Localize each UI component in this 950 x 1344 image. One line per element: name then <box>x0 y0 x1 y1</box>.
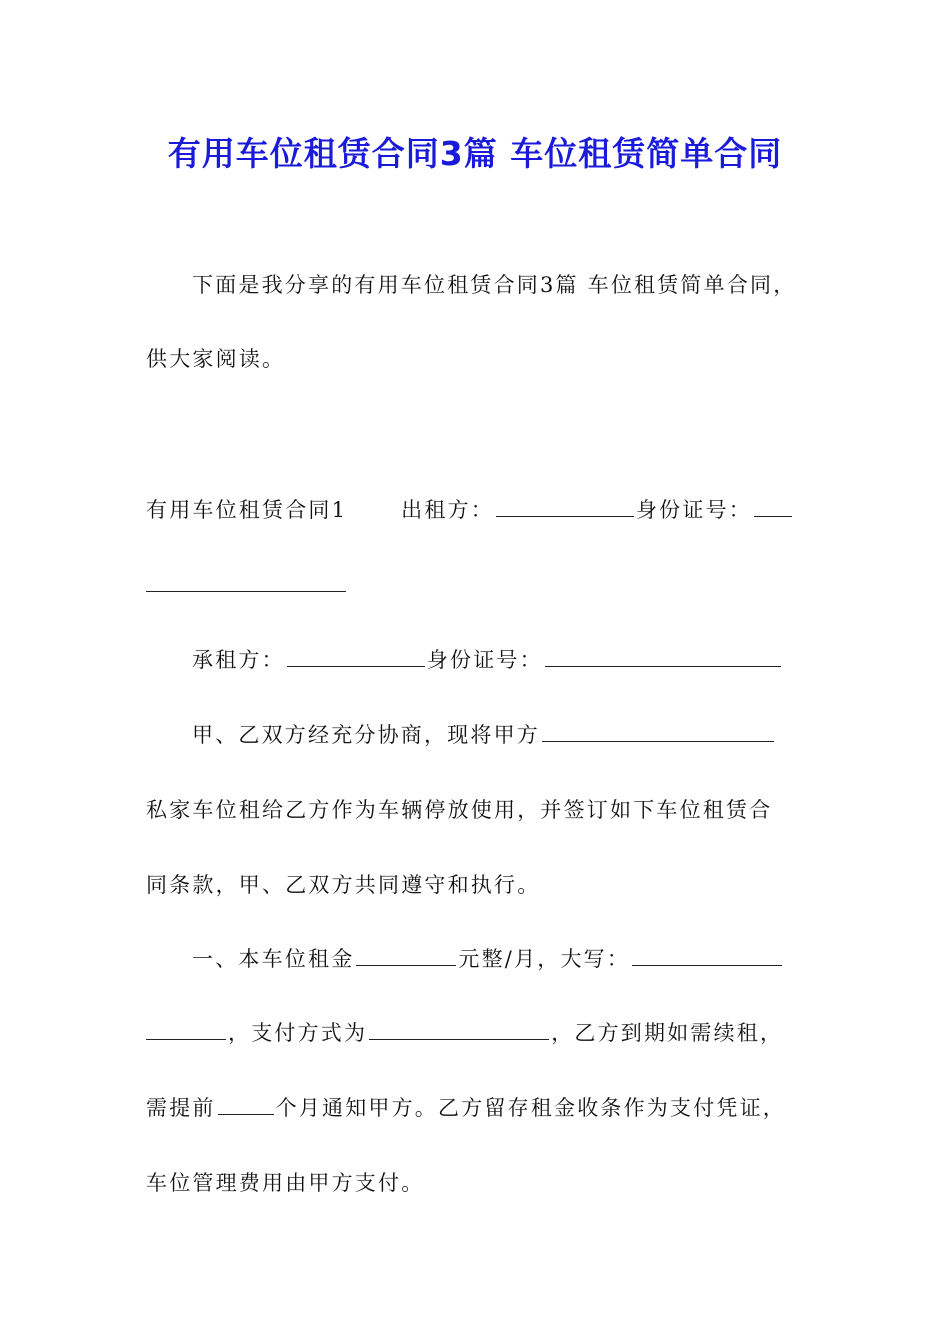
lessor-id-blank-line <box>146 570 346 600</box>
lessee-id-label: 身份证号： <box>426 648 543 672</box>
contract-heading-line <box>146 495 794 525</box>
rent-amount-blank <box>356 945 456 966</box>
parking-location-blank <box>542 721 774 742</box>
rent-uppercase-blank-cont <box>146 1019 226 1040</box>
contract-heading: 有用车位租赁合同1 <box>146 498 348 522</box>
clause1-rent-label: 一、本车位租金 <box>192 947 355 971</box>
lessor-blank <box>496 496 634 517</box>
clause1-line-1 <box>192 944 784 974</box>
para1-line-2: 私家车位租给乙方作为车辆停放使用，并签订如下车位租赁合 <box>146 798 773 822</box>
lessee-blank <box>287 646 425 667</box>
notice-months-blank <box>218 1094 274 1115</box>
intro-line-2: 供大家阅读。 <box>146 347 286 371</box>
intro-line-1: 下面是我分享的有用车位租赁合同3篇 车位租赁简单合同， <box>192 273 797 297</box>
lessor-id-blank-cont <box>146 571 346 592</box>
lessee-id-blank <box>545 646 781 667</box>
rent-uppercase-blank <box>632 945 782 966</box>
clause1-line-4: 车位管理费用由甲方支付。 <box>146 1171 425 1195</box>
clause1-line-2 <box>146 1018 783 1048</box>
para1-line-1 <box>192 720 776 750</box>
lessee-line <box>192 645 783 675</box>
lessor-id-blank <box>754 496 792 517</box>
para1-start: 甲、乙双方经充分协商，现将甲方 <box>192 723 540 747</box>
payment-method-label: ，支付方式为 <box>228 1021 368 1045</box>
notice-text: 个月通知甲方。乙方留存租金收条作为支付凭证， <box>275 1096 787 1120</box>
renewal-text: ，乙方到期如需续租， <box>551 1021 784 1045</box>
payment-method-blank <box>369 1019 549 1040</box>
lessor-id-label: 身份证号： <box>635 498 752 522</box>
document-title: 有用车位租赁合同3篇 车位租赁简单合同 <box>167 134 783 173</box>
clause1-line-3 <box>146 1093 786 1123</box>
lessor-label: 出租方： <box>401 498 494 522</box>
clause1-uppercase-label: 元整/月，大写： <box>458 947 631 971</box>
lessee-label: 承租方： <box>192 648 285 672</box>
para1-line-3: 同条款，甲、乙双方共同遵守和执行。 <box>146 873 541 897</box>
notice-label: 需提前 <box>146 1096 216 1120</box>
